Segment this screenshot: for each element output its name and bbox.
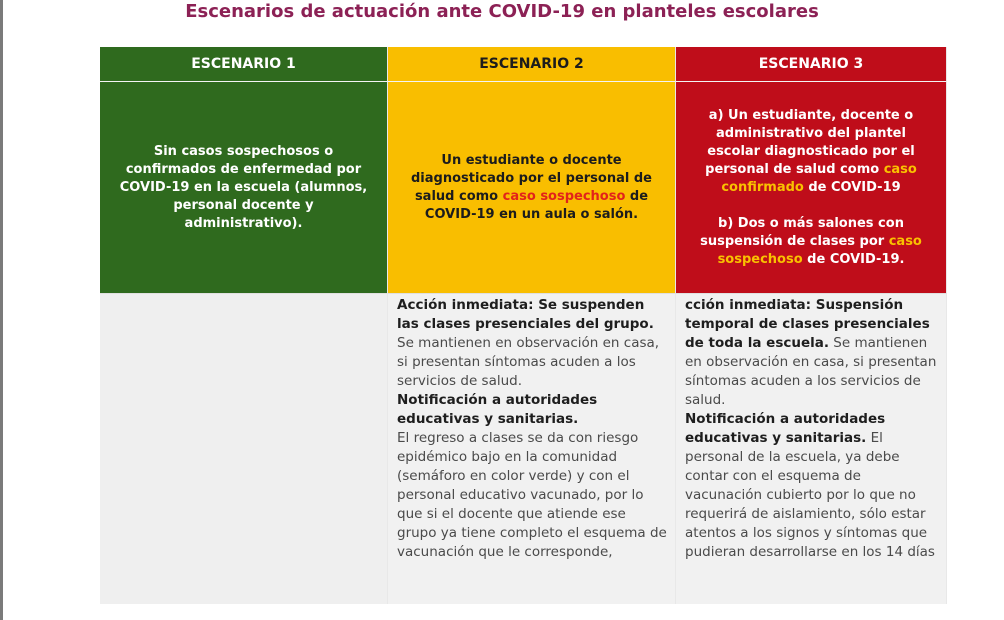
scenario-2-desc-pre: Un estudiante o docente diagnosticado por el personal de salud como xyxy=(411,152,652,204)
scenario-3-action xyxy=(676,294,947,604)
scenario-3-a-pre: a) Un estudiante, docente o administrativo del plantel escolar diagnosticado por el personal de salud como xyxy=(705,107,915,177)
scenario-2-notification-text: El regreso a clases se da con riesgo epidémico bajo en la comunidad (semáforo en color verde) y con el personal educativo vacunado, por lo que si el docente que atiende ese grupo ya tiene completo el esquema de vacunación que le corresponde, xyxy=(397,430,667,560)
page-title: Escenarios de actuación ante COVID-19 en planteles escolares xyxy=(185,1,819,22)
scenario-2-action xyxy=(388,294,676,604)
scenario-1-description-text: Sin casos sospechosos o confirmados de enfermedad por COVID-19 en la escuela (alumnos, personal docente y administrativo). xyxy=(119,143,368,231)
scenario-2-action-text: Se mantienen en observación en casa, si presentan síntomas acuden a los servicios de salud. xyxy=(397,335,660,389)
scenario-1-description xyxy=(100,82,388,294)
scenario-2-description-text xyxy=(406,152,657,224)
scenario-3-action-text: Se mantienen en observación en casa, si presentan síntomas acuden a los servicios de salud. xyxy=(685,335,937,408)
scenarios-table xyxy=(100,47,947,604)
scenario-2-notification-title-line xyxy=(397,391,667,429)
scenario-2-action-title: Acción inmediata: Se suspenden las clases presenciales del grupo. xyxy=(397,297,654,332)
scenario-2-action-paragraph xyxy=(397,296,667,391)
scenario-3-b-post: de COVID-19. xyxy=(802,251,905,267)
scenario-2-desc-highlight: caso sospechoso xyxy=(502,188,626,204)
scenario-3-notification-text: El personal de la escuela, ya debe contar con el esquema de vacunación cubierto por lo que no requerirá de aislamiento, sólo estar atentos a los signos y síntomas que pudieran desarrollarse en los 14 días xyxy=(685,430,935,560)
scenario-3-item-b xyxy=(694,215,928,269)
scenario-2-header: ESCENARIO 2 xyxy=(388,47,676,82)
scenario-3-item-a xyxy=(694,107,928,197)
scenario-2-description xyxy=(388,82,676,294)
scenario-1-action-empty xyxy=(100,294,388,604)
scenario-3-b-highlight: caso sospechoso xyxy=(717,233,922,267)
scenario-3-description xyxy=(676,82,947,294)
scenario-3-a-post: de COVID-19 xyxy=(803,179,901,195)
scenario-3-notification-title: Notificación a autoridades educativas y sanitarias. xyxy=(685,411,886,446)
scenario-3-b-pre: b) Dos o más salones con suspensión de clases por xyxy=(700,215,904,249)
scenario-3-a-highlight: caso confirmado xyxy=(721,161,917,195)
scenario-2-desc-post: de COVID-19 en un aula o salón. xyxy=(424,188,649,222)
scenario-3-notification-paragraph xyxy=(685,410,938,562)
scenario-3-action-title: cción inmediata: Suspensión temporal de clases presenciales de toda la escuela. xyxy=(685,297,930,351)
scenario-2-notification-title: Notificación a autoridades educativas y sanitarias. xyxy=(397,392,598,427)
scenario-3-header: ESCENARIO 3 xyxy=(676,47,947,82)
scenario-1-header: ESCENARIO 1 xyxy=(100,47,388,82)
left-edge-divider xyxy=(0,0,3,620)
scenario-3-action-paragraph xyxy=(685,296,938,410)
